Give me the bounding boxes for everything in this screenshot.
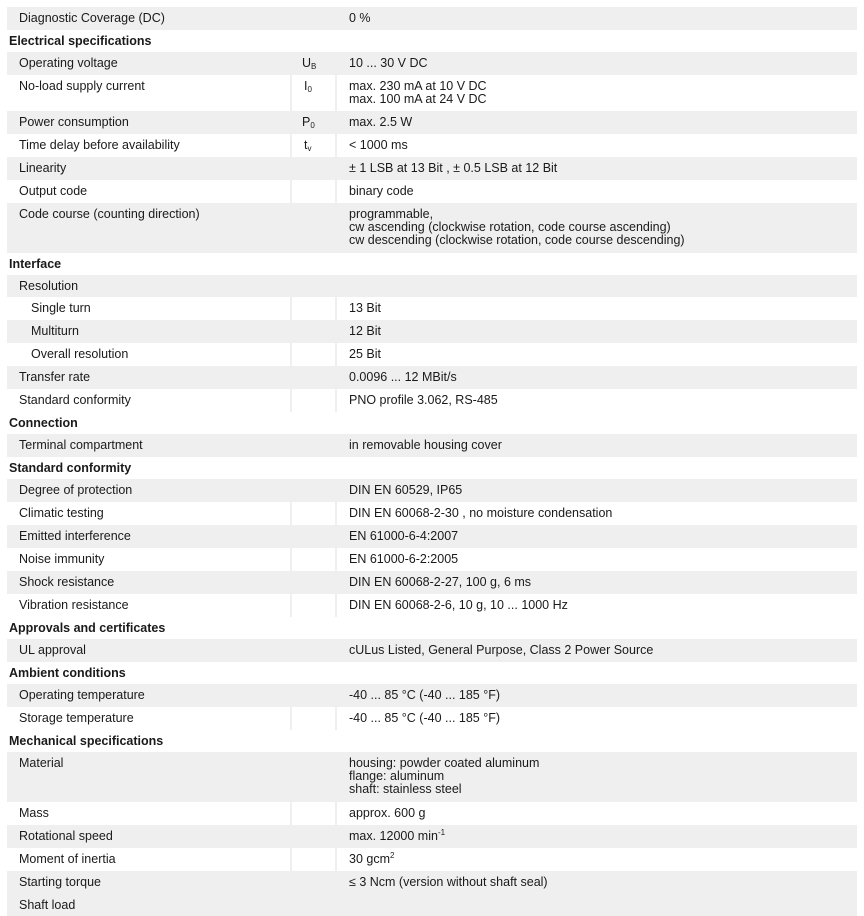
spec-row bbox=[7, 320, 857, 343]
section-header-row bbox=[7, 412, 857, 434]
spec-row bbox=[7, 389, 857, 412]
value-text: housing: powder coated aluminum flange: aluminum shaft: stainless steel bbox=[349, 756, 540, 796]
spec-value bbox=[337, 203, 857, 253]
spec-symbol bbox=[290, 548, 337, 571]
spec-symbol bbox=[290, 684, 337, 707]
spec-label: Moment of inertia bbox=[19, 852, 116, 866]
spec-row bbox=[7, 434, 857, 457]
value-text: ± 1 LSB at 13 Bit , ± 0.5 LSB at 12 Bit bbox=[349, 161, 558, 175]
spec-row bbox=[7, 75, 857, 111]
value-text: PNO profile 3.062, RS-485 bbox=[349, 393, 498, 407]
spec-value bbox=[337, 707, 857, 730]
section-title: Ambient conditions bbox=[9, 666, 126, 680]
spec-label: Climatic testing bbox=[19, 506, 104, 520]
spec-label: Degree of protection bbox=[19, 483, 133, 497]
spec-row bbox=[7, 752, 857, 802]
spec-label: Emitted interference bbox=[19, 529, 131, 543]
spec-value bbox=[337, 320, 857, 343]
spec-symbol bbox=[290, 7, 337, 30]
spec-symbol bbox=[290, 203, 337, 253]
spec-value bbox=[337, 343, 857, 366]
spec-value bbox=[337, 52, 857, 75]
spec-row bbox=[7, 180, 857, 203]
symbol-base: t bbox=[304, 138, 308, 152]
value-text: binary code bbox=[349, 184, 414, 198]
value-text: -40 ... 85 °C (-40 ... 185 °F) bbox=[349, 688, 501, 702]
spec-row bbox=[7, 297, 857, 320]
spec-label: Single turn bbox=[31, 301, 91, 315]
spec-label: Storage temperature bbox=[19, 711, 134, 725]
spec-value bbox=[337, 134, 857, 157]
value-text: 10 ... 30 V DC bbox=[349, 56, 428, 70]
value-text: in removable housing cover bbox=[349, 438, 502, 452]
value-superscript: -1 bbox=[437, 828, 446, 837]
spec-label: UL approval bbox=[19, 643, 86, 657]
spec-label: Operating voltage bbox=[19, 56, 118, 70]
section-header-row bbox=[7, 662, 857, 684]
value-text: 30 gcm bbox=[349, 852, 390, 866]
section-title: Mechanical specifications bbox=[9, 734, 164, 748]
value-superscript: 2 bbox=[390, 851, 395, 860]
symbol-subscript: v bbox=[307, 144, 312, 153]
section-header-row bbox=[7, 617, 857, 639]
spec-row bbox=[7, 111, 857, 134]
spec-row bbox=[7, 366, 857, 389]
value-text: -40 ... 85 °C (-40 ... 185 °F) bbox=[349, 711, 501, 725]
spec-symbol bbox=[290, 752, 337, 802]
spec-label: Power consumption bbox=[19, 115, 129, 129]
spec-value bbox=[337, 434, 857, 457]
spec-label: No-load supply current bbox=[19, 79, 145, 93]
spec-value bbox=[337, 639, 857, 662]
spec-row bbox=[7, 7, 857, 30]
spec-label: Vibration resistance bbox=[19, 598, 129, 612]
spec-symbol bbox=[290, 111, 337, 134]
symbol-subscript: 0 bbox=[310, 121, 315, 130]
value-text: DIN EN 60068-2-6, 10 g, 10 ... 1000 Hz bbox=[349, 598, 568, 612]
value-text: cULus Listed, General Purpose, Class 2 Power Source bbox=[349, 643, 654, 657]
spec-label: Time delay before availability bbox=[19, 138, 180, 152]
spec-value bbox=[337, 157, 857, 180]
spec-label: Rotational speed bbox=[19, 829, 113, 843]
section-title: Interface bbox=[9, 257, 62, 271]
value-text: 12 Bit bbox=[349, 324, 381, 338]
spec-row bbox=[7, 825, 857, 848]
spec-symbol bbox=[290, 502, 337, 525]
spec-row bbox=[7, 684, 857, 707]
spec-symbol bbox=[290, 479, 337, 502]
spec-row bbox=[7, 707, 857, 730]
spec-row bbox=[7, 894, 857, 916]
section-title: Electrical specifications bbox=[9, 34, 152, 48]
spec-value bbox=[337, 111, 857, 134]
spec-symbol bbox=[290, 571, 337, 594]
spec-symbol bbox=[290, 75, 337, 111]
spec-row bbox=[7, 134, 857, 157]
value-text: max. 230 mA at 10 V DC max. 100 mA at 24 V DC bbox=[349, 79, 487, 106]
spec-row bbox=[7, 802, 857, 825]
spec-symbol bbox=[290, 389, 337, 412]
spec-row bbox=[7, 548, 857, 571]
spec-symbol bbox=[290, 871, 337, 894]
value-text: < 1000 ms bbox=[349, 138, 408, 152]
spec-label: Linearity bbox=[19, 161, 67, 175]
spec-symbol bbox=[290, 52, 337, 75]
spec-label: Material bbox=[19, 756, 64, 770]
symbol-base: U bbox=[302, 56, 312, 70]
spec-row bbox=[7, 275, 857, 297]
spec-value bbox=[337, 548, 857, 571]
value-text: programmable, cw ascending (clockwise rotation, code course ascending) cw descending (clockwise rotation, code course descending) bbox=[349, 207, 685, 247]
section-header-row bbox=[7, 730, 857, 752]
spec-value bbox=[337, 684, 857, 707]
spec-symbol bbox=[290, 320, 337, 343]
spec-symbol bbox=[290, 594, 337, 617]
value-text: approx. 600 g bbox=[349, 806, 426, 820]
spec-symbol bbox=[290, 134, 337, 157]
spec-value bbox=[337, 180, 857, 203]
spec-row bbox=[7, 639, 857, 662]
spec-label: Diagnostic Coverage (DC) bbox=[19, 11, 165, 25]
spec-label: Overall resolution bbox=[31, 347, 129, 361]
spec-label: Resolution bbox=[19, 279, 79, 293]
spec-symbol bbox=[290, 434, 337, 457]
spec-table bbox=[7, 7, 857, 916]
spec-value bbox=[337, 297, 857, 320]
value-text: 13 Bit bbox=[349, 301, 381, 315]
spec-value bbox=[337, 871, 857, 894]
section-header-row bbox=[7, 253, 857, 275]
section-title: Connection bbox=[9, 416, 78, 430]
spec-label: Operating temperature bbox=[19, 688, 145, 702]
spec-label: Shock resistance bbox=[19, 575, 115, 589]
spec-row bbox=[7, 525, 857, 548]
spec-label: Code course (counting direction) bbox=[19, 207, 200, 221]
value-text: max. 2.5 W bbox=[349, 115, 413, 129]
spec-symbol bbox=[290, 366, 337, 389]
spec-label: Starting torque bbox=[19, 875, 101, 889]
spec-label: Shaft load bbox=[19, 898, 76, 912]
spec-symbol bbox=[290, 802, 337, 825]
spec-row bbox=[7, 203, 857, 253]
spec-symbol bbox=[290, 180, 337, 203]
spec-symbol bbox=[290, 157, 337, 180]
spec-row bbox=[7, 157, 857, 180]
spec-value bbox=[337, 825, 857, 848]
spec-symbol bbox=[290, 297, 337, 320]
spec-symbol bbox=[290, 343, 337, 366]
spec-value bbox=[337, 848, 857, 871]
spec-row bbox=[7, 502, 857, 525]
spec-label: Noise immunity bbox=[19, 552, 105, 566]
spec-row bbox=[7, 571, 857, 594]
spec-row bbox=[7, 594, 857, 617]
spec-value bbox=[337, 594, 857, 617]
value-text: EN 61000-6-4:2007 bbox=[349, 529, 459, 543]
spec-label: Mass bbox=[19, 806, 49, 820]
section-title: Standard conformity bbox=[9, 461, 132, 475]
value-text: 0 % bbox=[349, 11, 371, 25]
symbol-base: I bbox=[304, 79, 308, 93]
spec-row bbox=[7, 343, 857, 366]
spec-value bbox=[337, 75, 857, 111]
value-text: ≤ 3 Ncm (version without shaft seal) bbox=[349, 875, 548, 889]
spec-symbol bbox=[290, 848, 337, 871]
spec-symbol bbox=[290, 707, 337, 730]
spec-value bbox=[337, 752, 857, 802]
value-text: max. 12000 min bbox=[349, 829, 438, 843]
symbol-subscript: 0 bbox=[307, 85, 312, 94]
spec-label: Multiturn bbox=[31, 324, 79, 338]
section-header-row bbox=[7, 30, 857, 52]
value-text: EN 61000-6-2:2005 bbox=[349, 552, 459, 566]
value-text: 25 Bit bbox=[349, 347, 381, 361]
spec-symbol bbox=[290, 825, 337, 848]
spec-row bbox=[7, 479, 857, 502]
spec-label: Transfer rate bbox=[19, 370, 91, 384]
symbol-subscript: B bbox=[311, 62, 317, 71]
spec-value bbox=[337, 571, 857, 594]
value-text: DIN EN 60529, IP65 bbox=[349, 483, 463, 497]
spec-label: Terminal compartment bbox=[19, 438, 143, 452]
spec-row bbox=[7, 848, 857, 871]
spec-row bbox=[7, 871, 857, 894]
spec-value bbox=[337, 366, 857, 389]
spec-value bbox=[337, 479, 857, 502]
spec-value bbox=[337, 7, 857, 30]
spec-row bbox=[7, 52, 857, 75]
value-text: DIN EN 60068-2-27, 100 g, 6 ms bbox=[349, 575, 532, 589]
value-text: 0.0096 ... 12 MBit/s bbox=[349, 370, 457, 384]
spec-value bbox=[337, 389, 857, 412]
spec-symbol bbox=[290, 525, 337, 548]
spec-symbol bbox=[290, 639, 337, 662]
spec-value bbox=[337, 525, 857, 548]
value-text: DIN EN 60068-2-30 , no moisture condensation bbox=[349, 506, 613, 520]
spec-label: Standard conformity bbox=[19, 393, 131, 407]
spec-value bbox=[337, 802, 857, 825]
spec-value bbox=[337, 502, 857, 525]
spec-label: Output code bbox=[19, 184, 88, 198]
section-header-row bbox=[7, 457, 857, 479]
section-title: Approvals and certificates bbox=[9, 621, 166, 635]
symbol-base: P bbox=[302, 115, 311, 129]
